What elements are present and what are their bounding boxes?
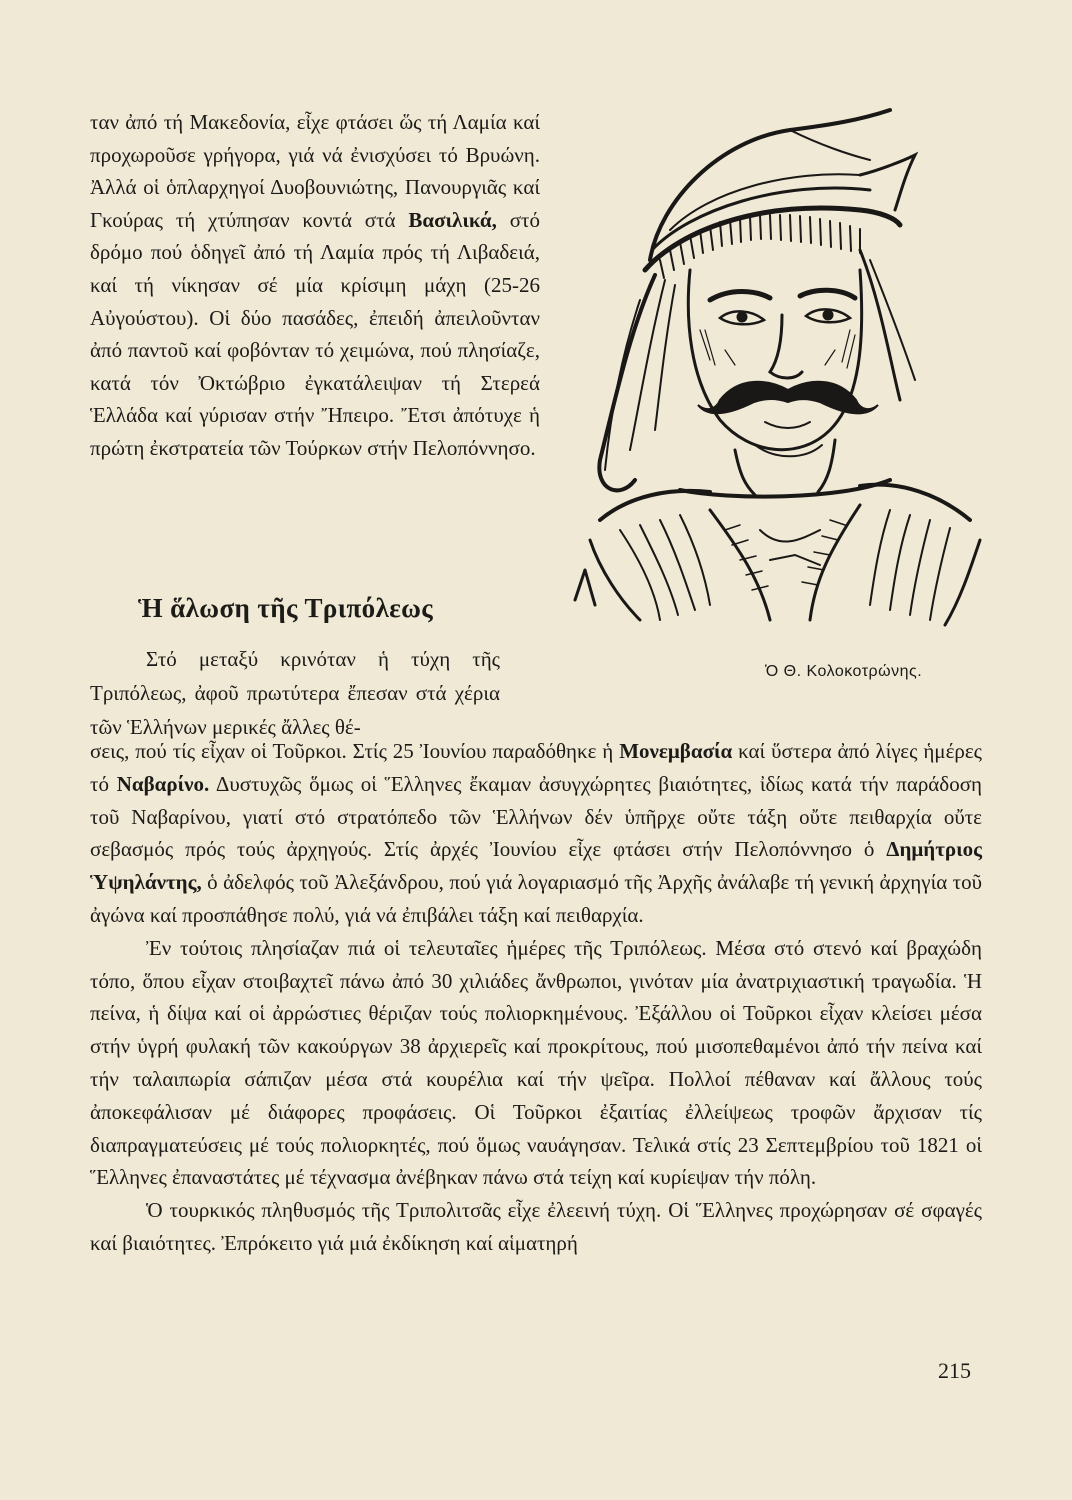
paragraph-2-continued: σεις, πού τίς εἶχαν οἱ Τοῦρκοι. Στίς 25 Ἰουνίου παραδόθηκε ἡ Μονεμβασία καί ὕστερα ἀπό λίγες ἡμέρες τό Ναβαρίνο. Δυστυχῶς ὅμως οἱ Ἕλληνες ἔκαμαν ἀσυγχώρητες βιαιότητες, ἰδίως κατά τήν παράδοση τοῦ Ναβαρίνου, γιατί στό στρατόπεδο τῶν Ἑλλήνων δέν ὑπῆρχε οὔτε τάξη οὔτε πειθαρχία οὔτε σεβασμός πρός τούς ἀρχηγούς. Στίς ἀρχές Ἰουνίου εἶχε φτάσει στήν Πελοπόννησο ὁ Δημήτριος Ὑψηλάντης, ὁ ἀδελφός τοῦ Ἀλεξάνδρου, πού γιά λογαριασμό τῆς Ἀρχῆς ἀνάλαβε τή γενική ἀρχηγία τοῦ ἀγώνα καί προσπάθησε πολύ, γιά νά ἐπιβάλει τάξη καί πειθαρχία.	[90, 739, 982, 927]
portrait-illustration	[560, 100, 1000, 640]
section-heading: Ἡ ἅλωση τῆς Τριπόλεως	[138, 593, 434, 623]
page-number: 215	[938, 1358, 971, 1383]
paragraph-4: Ὁ τουρκικός πληθυσμός τῆς Τριπολιτσᾶς εἶχε ἐλεεινή τύχη. Οἱ Ἕλληνες προχώρησαν σέ σφαγές καί βιαιότητες. Ἐπρόκειτο γιά μιά ἐκδίκηση καί αἱματηρή	[90, 1198, 982, 1255]
bold-monemvasia: Μονεμβασία	[619, 739, 733, 763]
bold-vasilika: Βασιλικά,	[408, 207, 497, 232]
bold-ypsilantis: Δημήτριος Ὑψηλάντης,	[90, 837, 982, 895]
portrait-caption: Ὁ Θ. Κολοκοτρώνης.	[765, 663, 923, 680]
full-width-text	[90, 735, 982, 1260]
paragraph-1: ταν ἀπό τή Μακεδονία, εἶχε φτάσει ὥς τή Λαμία καί προχωροῦσε γρήγορα, γιά νά ἐνισχύσει τό Βρυώνη. Ἀλλά οἱ ὁπλαρχηγοί Δυοβουνιώτης, Πανουργιᾶς καί Γκούρας τή χτύπησαν κοντά στά Βασιλικά, στό δρόμο πού ὁδηγεῖ ἀπό τή Λαμία πρός τή Λιβαδειά, καί τή νίκησαν σέ μία κρίσιμη μάχη (25-26 Αὐγούστου). Οἱ δύο πασάδες, ἐπειδή ἀπειλοῦνταν ἀπό παντοῦ καί φοβόνταν τό χειμώνα, πού πλησίαζε, κατά τόν Ὀκτώβριο ἐγκατάλειψαν τή Στερεά Ἑλλάδα καί γύρισαν στήν Ἤπειρο. Ἔτσι ἀπότυχε ἡ πρώτη ἐκστρατεία τῶν Τούρκων στήν Πελοπόννησο.	[90, 110, 540, 460]
paragraph-3: Ἐν τούτοις πλησίαζαν πιά οἱ τελευταῖες ἡμέρες τῆς Τριπόλεως. Μέσα στό στενό καί βραχώδη τόπο, ὅπου εἶχαν στοιβαχτεῖ πάνω ἀπό 30 χιλιάδες ἄνθρωποι, γινόταν μία ἀνατριχιαστική τραγωδία. Ἡ πείνα, ἡ δίψα καί οἱ ἀρρώστιες θέριζαν τούς πολιορκημένους. Ἐξάλλου οἱ Τοῦρκοι εἶχαν κλείσει μέσα στήν ὑγρή φυλακή τῶν κακούργων 38 ἀρχιερεῖς καί προκρίτους, πού μισοπεθαμένοι ἀπό τήν πείνα καί τήν ταλαιπωρία σάπιζαν μέσα στά κουρέλια καί τήν ψεῖρα. Πολλοί πέθαναν καί ἄλλους τούς ἀποκεφάλισαν μέ διάφορες προφάσεις. Οἱ Τοῦρκοι ἐξαιτίας ἐλλείψεως τροφῶν ἄρχισαν τίς διαπραγματεύσεις μέ τούς πολιορκητές, πού ὅμως ναυάγησαν. Τελικά στίς 23 Σεπτεμβρίου τοῦ 1821 οἱ Ἕλληνες ἐπαναστάτες μέ τέχνασμα ἀνέβηκαν πάνω στά τείχη καί κυρίεψαν τήν πόλη.	[90, 935, 982, 1190]
paragraph-2-start: Στό μεταξύ κρινόταν ἡ τύχη τῆς Τριπόλεως, ἀφοῦ πρωτύτερα ἔπεσαν στά χέρια τῶν Ἑλλήνων μερικές ἄλλες θέ-	[90, 647, 500, 739]
column-text	[90, 106, 540, 465]
bold-navarino: Ναβαρίνο.	[116, 771, 210, 796]
